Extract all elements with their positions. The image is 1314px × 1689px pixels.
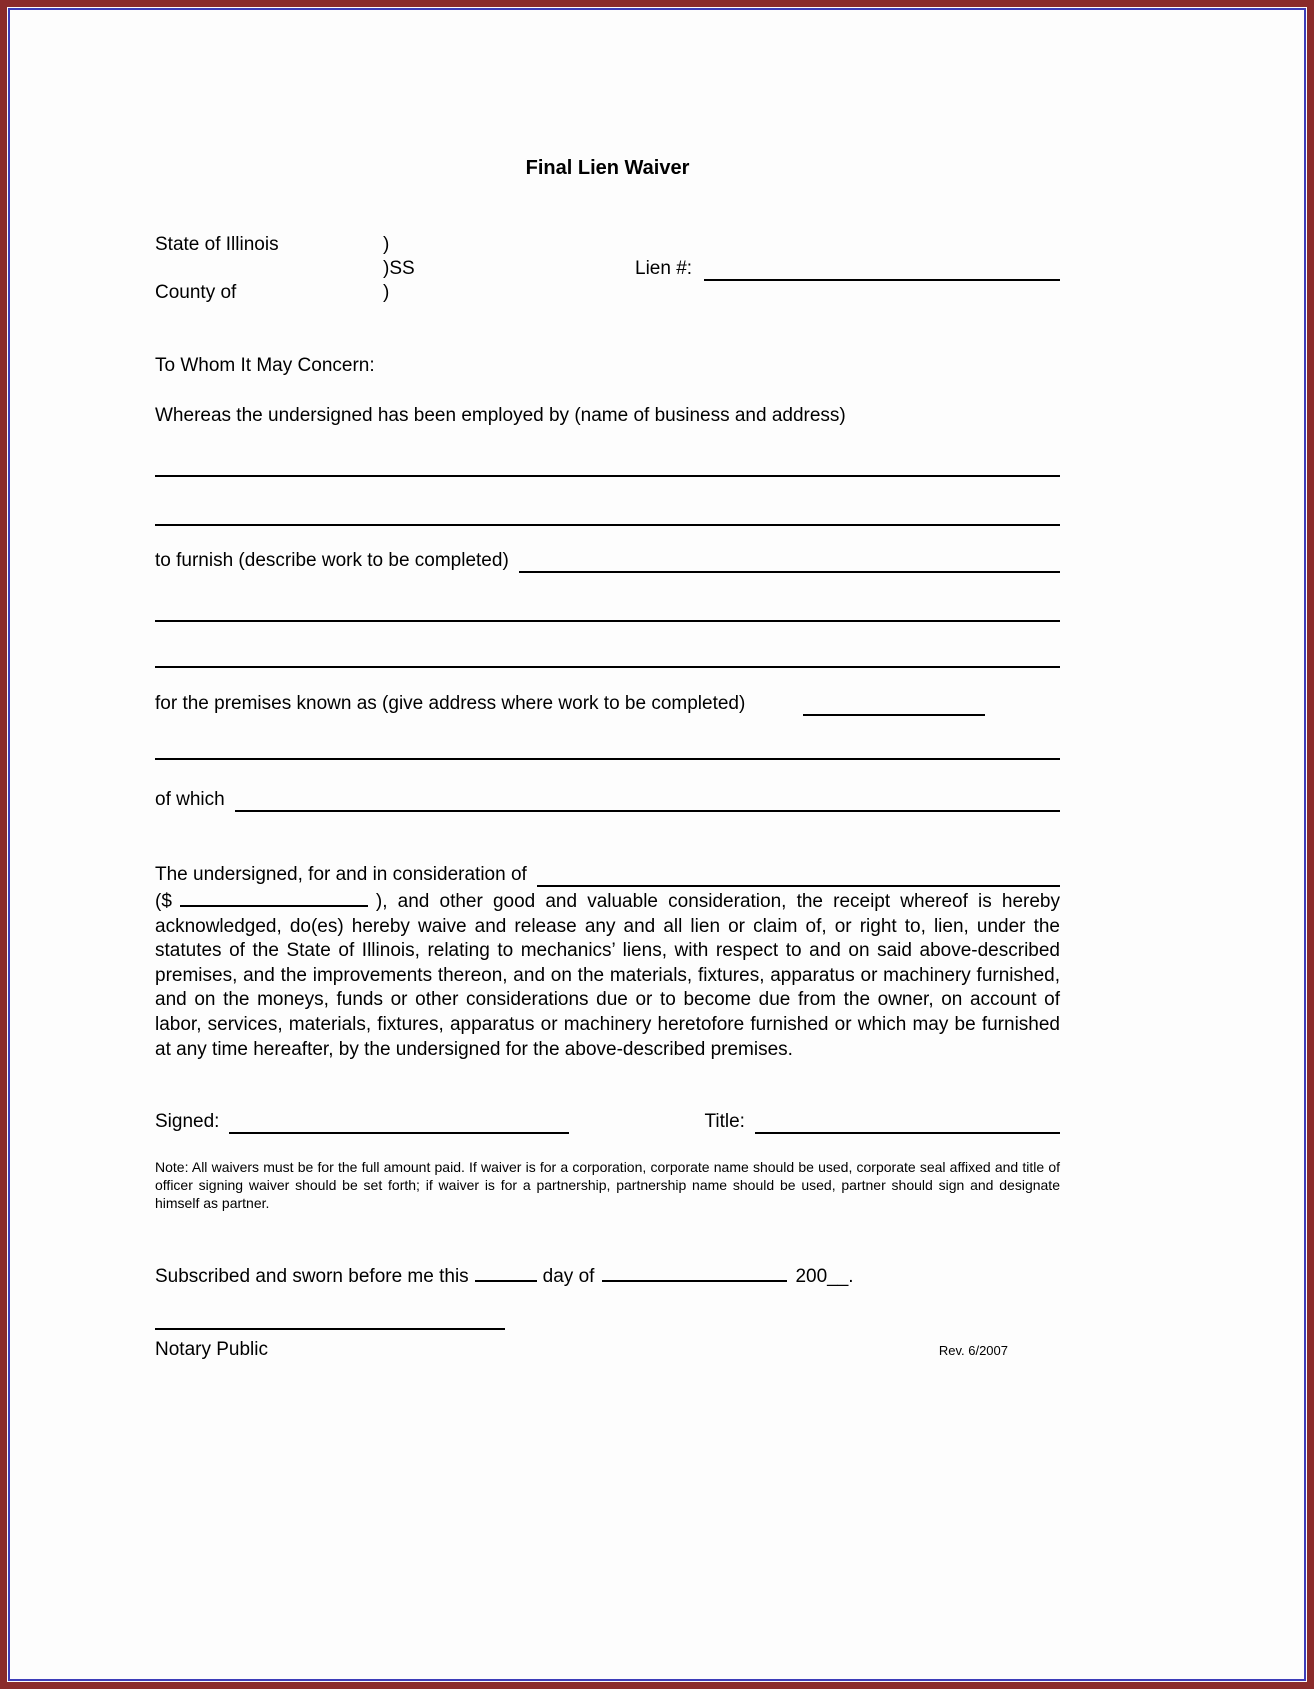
paren-mark: ) bbox=[383, 282, 390, 303]
lien-number-label: Lien #: bbox=[635, 258, 693, 279]
state-row bbox=[155, 233, 1060, 257]
premises-blank bbox=[803, 696, 985, 716]
waiver-paragraph-text: ), and other good and valuable consideration, the receipt whereof is hereby acknowledged, do(es) hereby waive and release any and all lien or claim of, or right to, lien, under the statutes of the State of Illinois, relating to mechanics’ liens, with respect to and on said above-described premises, and the improvements thereon, and on the materials, fixtures, apparatus or machinery furnished, and on the moneys, funds or other considerations due or to become due from the owner, on account of labor, services, materials, fixtures, apparatus or machinery heretofore furnished or which may be furnished at any time hereafter, by the undersigned for the above-described premises. bbox=[155, 891, 1060, 1060]
county-label: County of bbox=[155, 282, 237, 303]
consideration-blank bbox=[537, 867, 1060, 887]
work-description-blank-line-2 bbox=[155, 622, 1060, 668]
signature-row bbox=[155, 1110, 1060, 1134]
footer-row bbox=[155, 1338, 1060, 1363]
of-which-blank bbox=[235, 792, 1060, 812]
work-description-blank-line-1 bbox=[155, 573, 1060, 622]
employed-by-intro: Whereas the undersigned has been employed by (name of business and address) bbox=[155, 405, 846, 426]
page-inner-border bbox=[8, 8, 1306, 1681]
ss-marker: )SS bbox=[383, 258, 415, 279]
consideration-label: The undersigned, for and in consideration of bbox=[155, 864, 527, 885]
furnish-row bbox=[155, 549, 1060, 573]
salutation-text: To Whom It May Concern: bbox=[155, 355, 375, 376]
state-label: State of Illinois bbox=[155, 234, 279, 255]
day-blank bbox=[475, 1262, 537, 1282]
year-suffix: 200__. bbox=[795, 1266, 854, 1288]
of-which-row bbox=[155, 788, 1060, 812]
day-of-label: day of bbox=[542, 1266, 595, 1288]
page-title: Final Lien Waiver bbox=[525, 157, 690, 179]
ss-row bbox=[155, 257, 1060, 281]
signed-blank bbox=[229, 1114, 569, 1134]
waiver-paragraph bbox=[155, 887, 1060, 1062]
paren-mark: ) bbox=[383, 234, 390, 255]
business-name-blank-line-2 bbox=[155, 477, 1060, 526]
revision-text: Rev. 6/2007 bbox=[938, 1343, 1008, 1359]
lien-number-row bbox=[635, 257, 1060, 281]
county-row bbox=[155, 281, 1060, 305]
lien-number-blank bbox=[704, 261, 1060, 281]
amount-blank bbox=[180, 887, 368, 907]
furnish-label: to furnish (describe work to be completed) bbox=[155, 550, 509, 571]
note-text: Note: All waivers must be for the full amount paid. If waiver is for a corporation, corporate name should be used, corporate seal affixed and title of officer signing waiver should be set forth; if waiver is for a partnership, partnership name should be used, partner should sign and designate himself as partner. bbox=[155, 1159, 1060, 1212]
title-label: Title: bbox=[704, 1111, 745, 1133]
business-name-blank-line-1 bbox=[155, 428, 1060, 477]
form-content bbox=[155, 10, 1060, 1363]
premises-address-blank-line bbox=[155, 716, 1060, 760]
jurisdiction-block bbox=[155, 233, 1060, 305]
premises-row bbox=[155, 692, 1060, 716]
premises-label: for the premises known as (give address where work to be completed) bbox=[155, 693, 746, 714]
amount-prefix: ($ bbox=[155, 891, 172, 912]
subscribed-row bbox=[155, 1262, 1060, 1289]
title-blank bbox=[755, 1114, 1060, 1134]
of-which-label: of which bbox=[155, 789, 225, 810]
notary-signature-blank bbox=[155, 1289, 505, 1330]
signed-label: Signed: bbox=[155, 1111, 220, 1133]
consideration-row bbox=[155, 863, 1060, 887]
furnish-blank bbox=[519, 553, 1060, 573]
notary-public-label: Notary Public bbox=[155, 1339, 268, 1361]
month-blank bbox=[602, 1262, 787, 1282]
subscribed-prefix: Subscribed and sworn before me this bbox=[155, 1266, 469, 1288]
